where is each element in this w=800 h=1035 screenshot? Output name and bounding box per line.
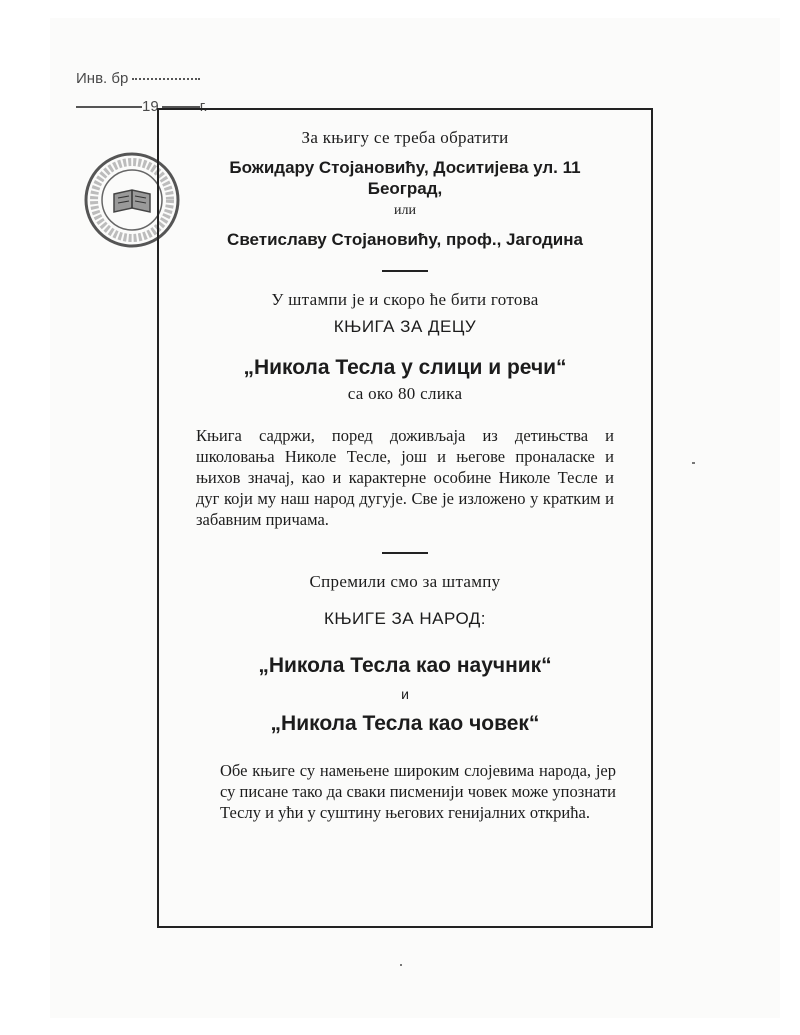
inventory-blank — [132, 78, 200, 80]
contact-1-name: Божидару Стојановићу, Доситијева ул. 11 — [229, 158, 581, 178]
year-suffix: г. — [199, 98, 208, 115]
section-1-heading: КЊИГА ЗА ДЕЦУ — [333, 316, 477, 336]
year-label: 19 — [142, 98, 159, 115]
section-2-paragraph: Обе књиге су намењене широким слојевима народа, јер су писане тако да сваки писменији човек може упознати Теслу и ући у суштину његових генијалних открића. — [220, 761, 616, 823]
divider — [382, 552, 428, 554]
section-1-paragraph: Књига садржи, поред доживљаја из детињства и школовања Николе Тесле, још и његове проналаске и њихов значај, као и карактерне особине Николе Тесле и дуг који му наш народ дугује. Све је изложено у кратким и забавним причама. — [196, 425, 614, 530]
book-title-1: „Никола Тесла у слици и речи“ — [243, 356, 567, 380]
section-1-intro: У штампи је и скоро ће бити готова — [271, 290, 539, 310]
and-text: и — [401, 686, 409, 703]
paper-speck — [692, 462, 695, 464]
section-2-intro: Спремили смо за штампу — [309, 572, 501, 592]
notice-content — [180, 128, 630, 824]
contact-2: Светиславу Стојановићу, проф., Јагодина — [227, 229, 583, 249]
divider — [382, 270, 428, 272]
or-text: или — [394, 203, 416, 219]
address-intro: За књигу се треба обратити — [301, 128, 509, 147]
paper-speck — [400, 964, 402, 966]
book-title-3: „Никола Тесла као човек“ — [270, 712, 540, 736]
inventory-label: Инв. бр — [76, 70, 129, 87]
book-subtitle: са око 80 слика — [347, 384, 463, 404]
section-2-heading: КЊИГЕ ЗА НАРОД: — [323, 608, 487, 628]
year-underline — [76, 106, 142, 108]
contact-1-city: Београд, — [367, 178, 443, 198]
book-title-2: „Никола Тесла као научник“ — [258, 654, 552, 678]
inventory-stamp — [76, 70, 200, 87]
